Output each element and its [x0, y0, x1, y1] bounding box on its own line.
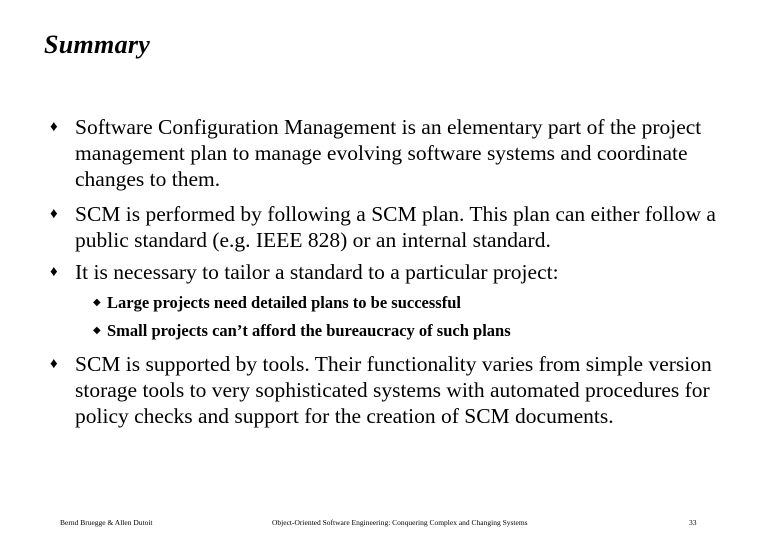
bullet-item: [50, 114, 735, 192]
bullet-item: [50, 201, 735, 253]
diamond-sub-bullet-icon: ◆: [93, 297, 101, 308]
footer-page-number: 33: [689, 518, 697, 527]
bullet-text: SCM is performed by following a SCM plan. This plan can either follow a public standard (e.g. IEEE 828) or an internal standard.: [75, 202, 716, 252]
sub-bullet-item: [93, 292, 747, 314]
bullet-text: Software Configuration Management is an elementary part of the project management plan to manage evolving software systems and coordinate changes to them.: [75, 115, 702, 191]
diamond-bullet-icon: ♦: [50, 356, 58, 372]
slide-title: Summary: [44, 30, 151, 59]
bullet-text: It is necessary to tailor a standard to a particular project:: [75, 260, 559, 284]
bullet-item: [50, 259, 735, 285]
bullet-item: [50, 351, 735, 429]
bullet-text: SCM is supported by tools. Their functionality varies from simple version storage tools to very sophisticated systems with automated procedures for policy checks and support for the creation of SCM documents.: [75, 352, 712, 428]
diamond-bullet-icon: ♦: [50, 206, 58, 222]
diamond-bullet-icon: ♦: [50, 119, 58, 135]
diamond-bullet-icon: ♦: [50, 264, 58, 280]
sub-bullet-item: [93, 320, 747, 342]
diamond-sub-bullet-icon: ◆: [93, 325, 101, 336]
sub-bullet-text: Large projects need detailed plans to be successful: [107, 293, 461, 312]
sub-bullet-text: Small projects can’t afford the bureaucracy of such plans: [107, 321, 511, 340]
footer-book-title: Object-Oriented Software Engineering: Conquering Complex and Changing Systems: [272, 518, 528, 527]
footer-authors: Bernd Bruegge & Allen Dutoit: [60, 518, 153, 527]
